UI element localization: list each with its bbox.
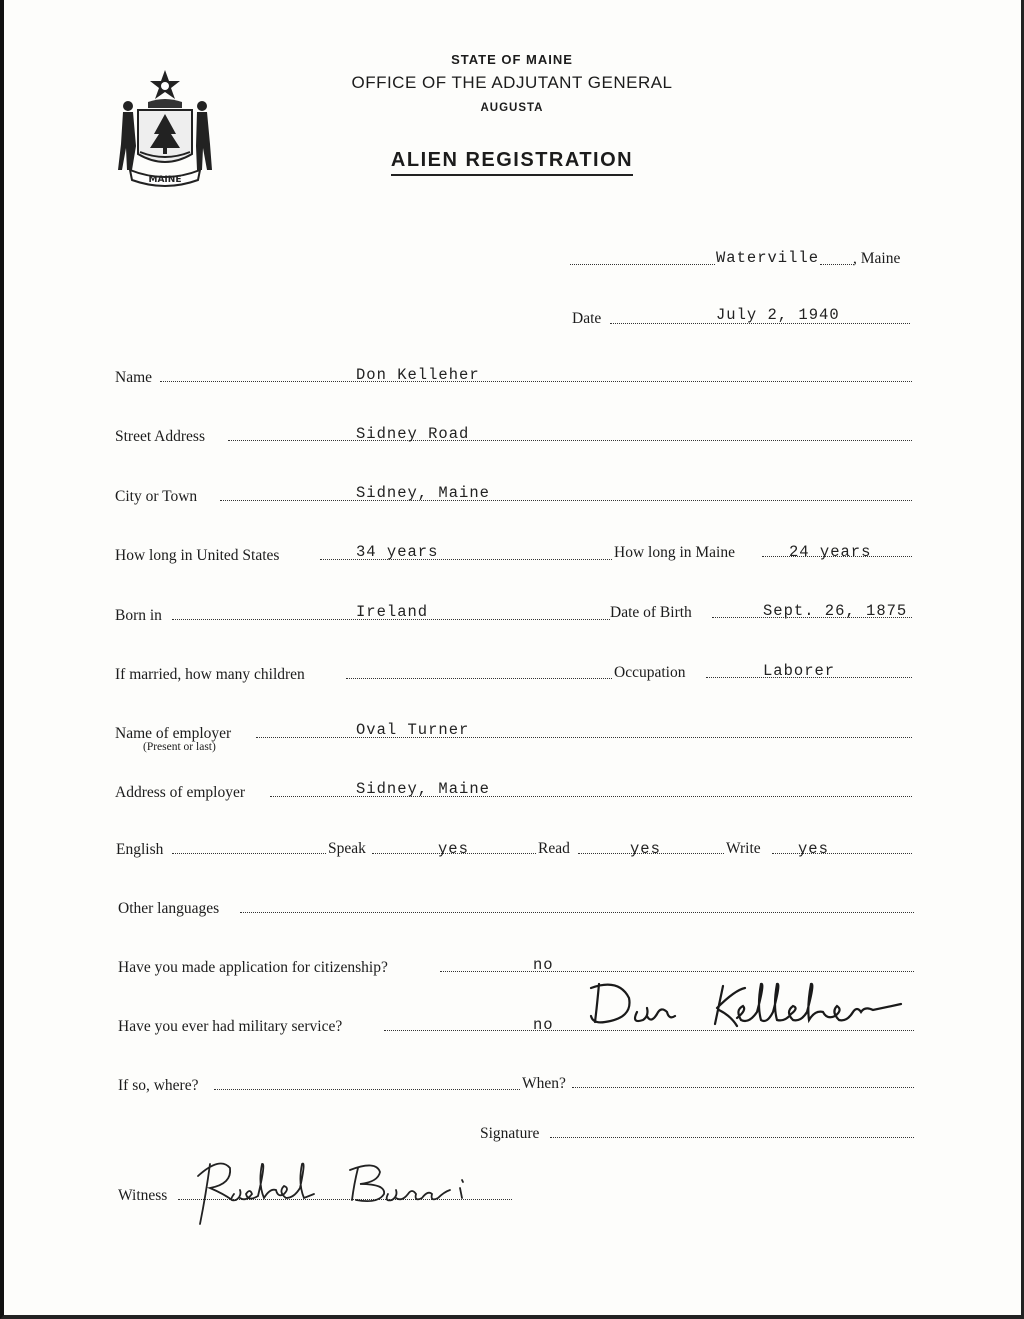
place-suffix: , Maine: [853, 250, 901, 267]
city-dots: [220, 500, 912, 501]
employer-name-sublabel: (Present or last): [143, 741, 216, 753]
street-address-value: Sidney Road: [356, 425, 470, 443]
citizenship-label: Have you made application for citizenship?: [118, 959, 388, 976]
speak-value: yes: [438, 840, 469, 858]
date-of-birth-label: Date of Birth: [610, 604, 692, 621]
place-value: Waterville: [716, 249, 820, 267]
how-long-maine-label: How long in Maine: [614, 544, 735, 561]
english-dots: [172, 853, 326, 854]
employer-name-label: Name of employer: [115, 725, 232, 742]
where-label: If so, where?: [118, 1077, 199, 1094]
date-of-birth-value: Sept. 26, 1875: [763, 602, 908, 620]
header-city: AUGUSTA: [480, 102, 544, 114]
occupation-value: Laborer: [763, 662, 836, 680]
military-value: no: [533, 1016, 554, 1034]
place-dots: [570, 264, 715, 265]
place-dots-2: [820, 264, 854, 265]
applicant-signature: [585, 976, 915, 1036]
when-label: When?: [522, 1075, 566, 1092]
street-address-dots: [228, 440, 912, 441]
header-state: STATE OF MAINE: [451, 52, 573, 67]
employer-address-label: Address of employer: [115, 784, 245, 801]
seal-banner-text: MAINE: [148, 175, 182, 185]
date-value: July 2, 1940: [716, 306, 840, 324]
write-value: yes: [798, 840, 829, 858]
employer-name-dots: [256, 737, 912, 738]
signature-label: Signature: [480, 1125, 540, 1142]
witness-signature-text: Rachel Bassi: [180, 1154, 186, 1155]
citizenship-dots: [440, 971, 914, 972]
witness-label: Witness: [118, 1187, 168, 1204]
signature-dots: [550, 1137, 914, 1138]
children-label: If married, how many children: [115, 666, 305, 683]
read-label: Read: [538, 840, 570, 857]
date-label: Date: [572, 310, 602, 327]
other-languages-label: Other languages: [118, 900, 220, 917]
name-dots: [160, 381, 912, 382]
born-in-value: Ireland: [356, 603, 429, 621]
children-dots: [346, 678, 612, 679]
other-languages-dots: [240, 912, 914, 913]
city-label: City or Town: [115, 488, 198, 505]
how-long-us-value: 34 years: [356, 543, 439, 561]
street-address-label: Street Address: [115, 428, 205, 445]
speak-label: Speak: [328, 840, 366, 857]
citizenship-value: no: [533, 956, 554, 974]
write-label: Write: [726, 840, 761, 857]
born-in-label: Born in: [115, 607, 162, 624]
read-value: yes: [630, 840, 661, 858]
name-value: Don Kelleher: [356, 366, 480, 384]
how-long-us-label: How long in United States: [115, 547, 280, 564]
occupation-label: Occupation: [614, 664, 686, 681]
applicant-signature-text: Dan Kelleher: [585, 976, 591, 977]
write-dots: [772, 853, 912, 854]
when-dots: [572, 1087, 914, 1088]
city-value: Sidney, Maine: [356, 484, 490, 502]
witness-signature: [180, 1154, 500, 1234]
english-label: English: [116, 841, 164, 858]
employer-address-value: Sidney, Maine: [356, 780, 490, 798]
header-office: OFFICE OF THE ADJUTANT GENERAL: [351, 73, 673, 92]
employer-name-value: Oval Turner: [356, 721, 470, 739]
how-long-maine-value: 24 years: [789, 543, 872, 561]
document-title: ALIEN REGISTRATION: [0, 149, 1024, 172]
military-label: Have you ever had military service?: [118, 1018, 343, 1035]
name-label: Name: [115, 369, 153, 386]
where-dots: [214, 1089, 520, 1090]
